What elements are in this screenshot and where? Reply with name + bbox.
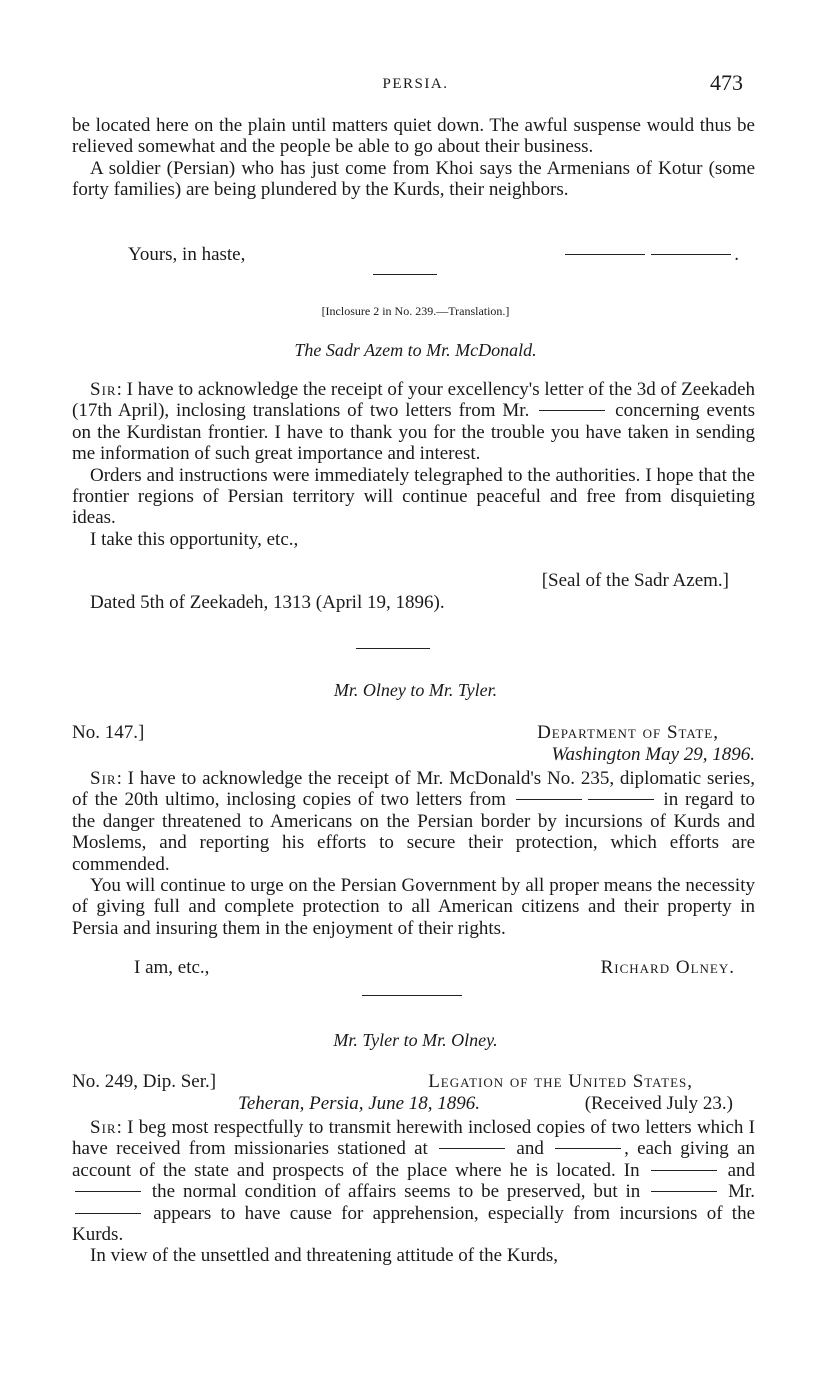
letter2-salutation: Sir xyxy=(90,379,117,400)
letter2-dated: Dated 5th of Zeekadeh, 1313 (April 19, 1896). xyxy=(90,592,445,613)
letter1-closing: Yours, in haste, xyxy=(128,244,246,265)
letter3-closing-row xyxy=(72,957,755,979)
letter2-title: The Sadr Azem to Mr. McDonald. xyxy=(294,340,537,360)
letter2-p1-part-b: concerning events on the Kurdistan frontier. I have to thank you for the trouble you have taken in sending me information of such great importance and interest. xyxy=(72,400,756,465)
name-blank xyxy=(588,799,654,800)
letter1-paragraph-2: A soldier (Persian) who has just come from Khoi says the Armenians of Kotur (some forty families) are being plundered by the Kurds, their neighbors. xyxy=(72,157,755,201)
letter2-dated-row xyxy=(72,592,755,614)
letter4-body xyxy=(72,1117,755,1267)
name-blank xyxy=(75,1213,141,1214)
letter4-salutation: Sir xyxy=(90,1117,117,1138)
section-divider-1 xyxy=(373,274,437,275)
letter2-seal-row xyxy=(72,570,755,592)
place-blank xyxy=(439,1148,505,1149)
place-blank xyxy=(75,1191,141,1192)
name-blank xyxy=(516,799,582,800)
letter4-p1-part-d: and xyxy=(727,1159,756,1181)
place-blank xyxy=(651,1170,717,1171)
letter3-paragraph-1 xyxy=(72,768,755,875)
place-blank xyxy=(555,1148,621,1149)
letter4-heading-row-1 xyxy=(72,1071,755,1093)
letter4-received: (Received July 23.) xyxy=(584,1093,733,1114)
letter2-paragraph-1 xyxy=(72,379,755,465)
letter3-signature: Richard Olney. xyxy=(600,957,735,978)
letter2-seal: [Seal of the Sadr Azem.] xyxy=(541,570,729,591)
letter4-p1-part-e: the normal condition of affairs seems to be preserved, but in xyxy=(151,1181,641,1203)
letter1-tail xyxy=(72,115,755,201)
letter2-body xyxy=(72,379,755,550)
letter2-p1-part-a: : I have to acknowledge the receipt of your excellency's letter of the 3d of Zeekadeh (17th April), inclosing translations of two letters from Mr. xyxy=(72,379,755,422)
letter4-title: Mr. Tyler to Mr. Olney. xyxy=(333,1030,498,1050)
letter4-paragraph-2: In view of the unsettled and threatening attitude of the Kurds, xyxy=(90,1245,559,1267)
letter3-place-date: Washington May 29, 1896. xyxy=(551,744,755,765)
running-title: PERSIA. xyxy=(382,76,449,92)
letter4-place-date: Teheran, Persia, June 18, 1896. xyxy=(238,1093,481,1114)
letter4-p1-part-c: , each giving an account of the state and prospects of the place where he is located. In xyxy=(72,1138,756,1181)
letter3-closing: I am, etc., xyxy=(134,957,210,978)
letter4-p1-part-a: : I beg most respectfully to transmit herewith inclosed copies of two letters which I have received from missionaries stationed at xyxy=(72,1117,755,1160)
letter1-paragraph-1: be located here on the plain until matters quiet down. The awful suspense would thus be relieved somewhat and the people be able to go about their business. xyxy=(72,115,755,158)
letter4-p1-part-b: and xyxy=(516,1138,544,1160)
letter3-p1-part-a: : I have to acknowledge the receipt of Mr. McDonald's No. 235, diplomatic series, of the 20th ultimo, inclosing copies of two letters from xyxy=(72,768,755,811)
letter4-p1-part-f: Mr. xyxy=(728,1181,756,1203)
place-blank xyxy=(651,1191,717,1192)
inclosure-label: [Inclosure 2 in No. 239.—Translation.] xyxy=(321,304,510,318)
letter2-paragraph-2: Orders and instructions were immediately telegraphed to the authorities. I hope that the frontier regions of Persian territory will continue peaceful and free from disquieting ideas. xyxy=(72,464,755,529)
letter2-paragraph-3: I take this opportunity, etc., xyxy=(90,528,299,550)
letter4-p1-part-g: appears to have cause for apprehension, especially from incursions of the Kurds. xyxy=(72,1202,755,1246)
letter3-heading-row-2 xyxy=(72,744,755,766)
letter4-heading-row-2 xyxy=(72,1093,755,1115)
letter3-heading-row-1 xyxy=(72,722,755,744)
section-divider-2 xyxy=(356,648,430,649)
letter4-number: No. 249, Dip. Ser.] xyxy=(72,1071,217,1092)
letter1-closing-row xyxy=(72,244,755,266)
letter4-paragraph-1 xyxy=(72,1117,755,1245)
letter3-title: Mr. Olney to Mr. Tyler. xyxy=(333,680,498,700)
letter3-paragraph-2: You will continue to urge on the Persian Government by all proper means the necessity of giving full and complete protection to all American citizens and their property in Persia and insuring them in the enjoyment of their rights. xyxy=(72,875,755,939)
letter3-p1-part-b: in regard to the danger threatened to Americans on the Persian border by incursions of Kurds and Moslems, and reporting his efforts to secure their protection, which efforts are commended. xyxy=(72,789,756,875)
letter3-number: No. 147.] xyxy=(72,722,145,743)
letter3-department: Department of State, xyxy=(537,722,719,743)
letter3-body xyxy=(72,768,755,939)
page-number: 473 xyxy=(710,70,743,95)
running-head xyxy=(0,70,831,100)
letter3-salutation: Sir xyxy=(90,768,117,789)
name-blank xyxy=(539,410,605,411)
signature-blank: . xyxy=(562,244,739,266)
letter4-legation: Legation of the United States, xyxy=(428,1071,693,1092)
section-divider-3 xyxy=(362,995,462,996)
